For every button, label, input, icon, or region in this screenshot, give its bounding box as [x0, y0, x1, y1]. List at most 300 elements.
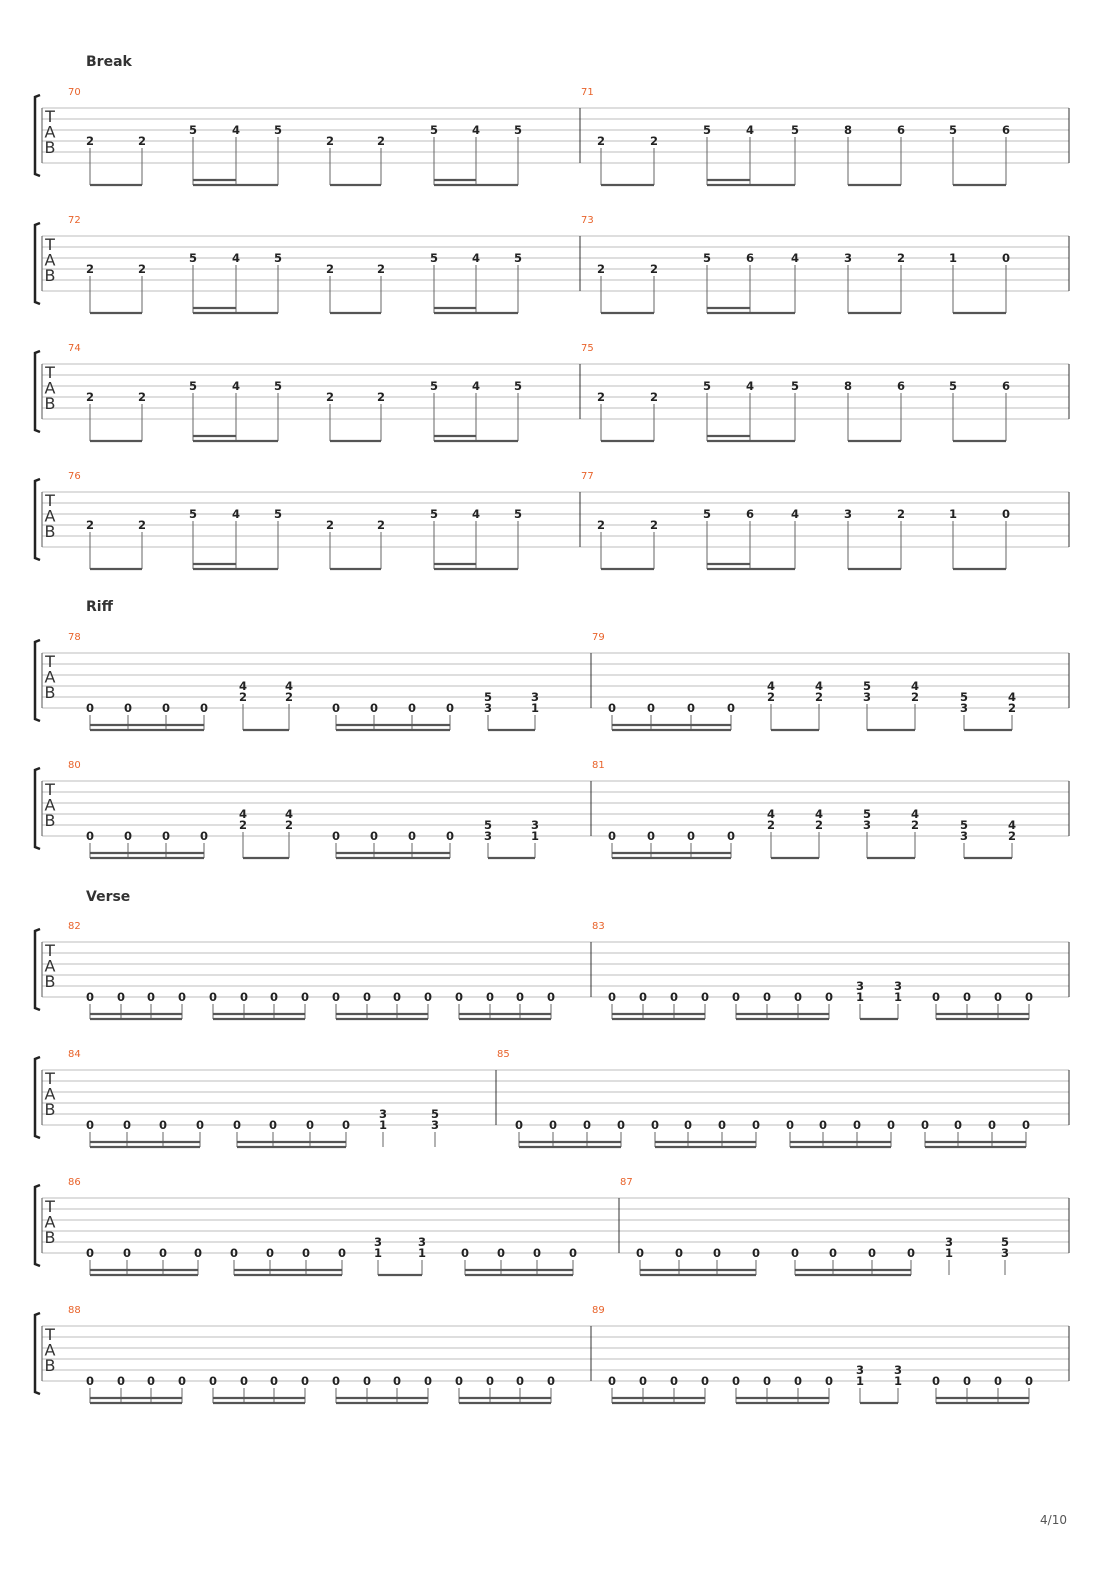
fret-number: 4	[238, 807, 248, 821]
fret-number: 0	[1024, 1374, 1034, 1388]
tab-clef-letter: B	[44, 138, 56, 157]
tab-clef-letter: T	[45, 652, 55, 671]
fret-number: 2	[284, 690, 294, 704]
fret-number: 0	[454, 1374, 464, 1388]
fret-number: 2	[137, 134, 147, 148]
fret-number: 2	[766, 690, 776, 704]
fret-number: 0	[646, 829, 656, 843]
tab-clef-letter: A	[44, 1212, 56, 1232]
fret-number: 1	[530, 829, 540, 843]
fret-number: 5	[430, 1107, 440, 1121]
fret-number: 1	[893, 990, 903, 1004]
tab-clef-letter: A	[44, 122, 56, 142]
fret-number: 4	[471, 379, 481, 393]
fret-number: 4	[231, 507, 241, 521]
fret-number: 0	[269, 1374, 279, 1388]
tab-clef-letter: A	[44, 1084, 56, 1104]
fret-number: 1	[855, 990, 865, 1004]
fret-number: 0	[548, 1118, 558, 1132]
fret-number: 4	[814, 679, 824, 693]
fret-number: 2	[85, 390, 95, 404]
measure-number: 72	[68, 215, 81, 226]
fret-number: 5	[862, 807, 872, 821]
tab-clef-letter: B	[44, 1100, 56, 1119]
fret-number: 0	[700, 1374, 710, 1388]
fret-number: 0	[638, 990, 648, 1004]
fret-number: 0	[85, 1118, 95, 1132]
fret-number: 5	[790, 123, 800, 137]
fret-number: 5	[513, 379, 523, 393]
fret-number: 4	[790, 251, 800, 265]
fret-number: 0	[85, 1246, 95, 1260]
fret-number: 0	[301, 1246, 311, 1260]
fret-number: 1	[417, 1246, 427, 1260]
fret-number: 0	[269, 990, 279, 1004]
tab-clef-letter: B	[44, 1228, 56, 1247]
fret-number: 1	[944, 1246, 954, 1260]
fret-number: 4	[1007, 818, 1017, 832]
fret-number: 2	[325, 518, 335, 532]
fret-number: 0	[423, 990, 433, 1004]
fret-number: 0	[362, 1374, 372, 1388]
fret-number: 3	[862, 818, 872, 832]
fret-number: 0	[607, 1374, 617, 1388]
fret-number: 0	[931, 990, 941, 1004]
fret-number: 0	[790, 1246, 800, 1260]
fret-number: 2	[814, 818, 824, 832]
fret-number: 0	[546, 990, 556, 1004]
fret-number: 3	[855, 979, 865, 993]
fret-number: 0	[638, 1374, 648, 1388]
fret-number: 3	[893, 979, 903, 993]
tab-clef-letter: T	[45, 491, 55, 510]
section-label: Verse	[86, 889, 131, 905]
fret-number: 0	[369, 829, 379, 843]
fret-number: 5	[513, 123, 523, 137]
fret-number: 0	[177, 990, 187, 1004]
measure-number: 88	[68, 1305, 81, 1316]
fret-number: 0	[993, 990, 1003, 1004]
fret-number: 3	[959, 701, 969, 715]
fret-number: 0	[1001, 251, 1011, 265]
system-bracket	[35, 1057, 40, 1138]
fret-number: 4	[814, 807, 824, 821]
fret-number: 0	[305, 1118, 315, 1132]
fret-number: 0	[392, 1374, 402, 1388]
fret-number: 2	[325, 390, 335, 404]
fret-number: 0	[122, 1246, 132, 1260]
fret-number: 1	[530, 701, 540, 715]
fret-number: 4	[238, 679, 248, 693]
fret-number: 0	[122, 1118, 132, 1132]
fret-number: 0	[669, 1374, 679, 1388]
fret-number: 2	[910, 818, 920, 832]
fret-number: 0	[199, 701, 209, 715]
fret-number: 0	[362, 990, 372, 1004]
fret-number: 0	[1001, 507, 1011, 521]
fret-number: 5	[702, 379, 712, 393]
fret-number: 0	[568, 1246, 578, 1260]
fret-number: 4	[766, 807, 776, 821]
fret-number: 0	[229, 1246, 239, 1260]
measure-number: 77	[581, 471, 594, 482]
tab-clef-letter: B	[44, 972, 56, 991]
fret-number: 0	[920, 1118, 930, 1132]
fret-number: 0	[987, 1118, 997, 1132]
fret-number: 0	[818, 1118, 828, 1132]
fret-number: 1	[855, 1374, 865, 1388]
fret-number: 3	[373, 1235, 383, 1249]
fret-number: 0	[265, 1246, 275, 1260]
fret-number: 2	[85, 262, 95, 276]
fret-number: 4	[231, 251, 241, 265]
fret-number: 2	[649, 390, 659, 404]
fret-number: 4	[910, 807, 920, 821]
fret-number: 5	[429, 123, 439, 137]
fret-number: 4	[471, 123, 481, 137]
fret-number: 3	[843, 251, 853, 265]
fret-number: 2	[1007, 701, 1017, 715]
fret-number: 0	[85, 829, 95, 843]
system-bracket	[35, 351, 40, 432]
fret-number: 2	[376, 262, 386, 276]
fret-number: 4	[1007, 690, 1017, 704]
tab-clef-letter: T	[45, 235, 55, 254]
measure-number: 78	[68, 632, 81, 643]
fret-number: 0	[646, 701, 656, 715]
fret-number: 0	[532, 1246, 542, 1260]
fret-number: 0	[116, 990, 126, 1004]
fret-number: 0	[337, 1246, 347, 1260]
fret-number: 1	[378, 1118, 388, 1132]
fret-number: 0	[195, 1118, 205, 1132]
fret-number: 3	[944, 1235, 954, 1249]
fret-number: 2	[649, 134, 659, 148]
fret-number: 5	[188, 507, 198, 521]
measure-number: 81	[592, 760, 605, 771]
measure-number: 82	[68, 921, 81, 932]
fret-number: 4	[910, 679, 920, 693]
fret-number: 0	[341, 1118, 351, 1132]
fret-number: 0	[867, 1246, 877, 1260]
fret-number: 2	[325, 134, 335, 148]
tab-clef-letter: A	[44, 956, 56, 976]
tab-clef-letter: A	[44, 506, 56, 526]
fret-number: 4	[471, 251, 481, 265]
system-bracket	[35, 640, 40, 721]
fret-number: 6	[745, 507, 755, 521]
tab-clef-letter: B	[44, 266, 56, 285]
measure-number: 74	[68, 343, 81, 354]
fret-number: 0	[762, 1374, 772, 1388]
fret-number: 3	[862, 690, 872, 704]
fret-number: 5	[273, 507, 283, 521]
fret-number: 0	[962, 990, 972, 1004]
measure-number: 86	[68, 1177, 81, 1188]
tab-clef-letter: B	[44, 1356, 56, 1375]
fret-number: 0	[423, 1374, 433, 1388]
fret-number: 0	[199, 829, 209, 843]
tab-clef-letter: B	[44, 811, 56, 830]
fret-number: 0	[546, 1374, 556, 1388]
fret-number: 0	[268, 1118, 278, 1132]
tab-clef-letter: T	[45, 107, 55, 126]
page-number: 4/10	[1040, 1513, 1067, 1527]
fret-number: 2	[85, 134, 95, 148]
fret-number: 0	[785, 1118, 795, 1132]
tab-clef-letter: A	[44, 378, 56, 398]
tab-clef-letter: T	[45, 1197, 55, 1216]
fret-number: 5	[959, 690, 969, 704]
fret-number: 1	[948, 507, 958, 521]
fret-number: 0	[700, 990, 710, 1004]
fret-number: 0	[300, 1374, 310, 1388]
fret-number: 3	[855, 1363, 865, 1377]
measure-number: 76	[68, 471, 81, 482]
fret-number: 3	[417, 1235, 427, 1249]
fret-number: 0	[407, 701, 417, 715]
fret-number: 0	[496, 1246, 506, 1260]
tab-clef-letter: T	[45, 1325, 55, 1344]
fret-number: 4	[231, 379, 241, 393]
fret-number: 6	[896, 379, 906, 393]
fret-number: 0	[158, 1118, 168, 1132]
fret-number: 1	[373, 1246, 383, 1260]
fret-number: 5	[483, 690, 493, 704]
fret-number: 2	[596, 134, 606, 148]
measure-number: 83	[592, 921, 605, 932]
fret-number: 0	[650, 1118, 660, 1132]
fret-number: 0	[239, 990, 249, 1004]
fret-number: 4	[284, 679, 294, 693]
fret-number: 0	[85, 990, 95, 1004]
fret-number: 0	[828, 1246, 838, 1260]
fret-number: 0	[726, 701, 736, 715]
fret-number: 5	[1000, 1235, 1010, 1249]
fret-number: 5	[702, 123, 712, 137]
fret-number: 0	[683, 1118, 693, 1132]
fret-number: 5	[483, 818, 493, 832]
fret-number: 4	[471, 507, 481, 521]
fret-number: 0	[906, 1246, 916, 1260]
fret-number: 5	[959, 818, 969, 832]
fret-number: 6	[1001, 379, 1011, 393]
fret-number: 5	[188, 379, 198, 393]
fret-number: 0	[674, 1246, 684, 1260]
measure-number: 79	[592, 632, 605, 643]
fret-number: 0	[85, 1374, 95, 1388]
fret-number: 0	[751, 1246, 761, 1260]
fret-number: 0	[161, 701, 171, 715]
fret-number: 0	[445, 829, 455, 843]
fret-number: 0	[793, 990, 803, 1004]
fret-number: 0	[331, 829, 341, 843]
fret-number: 2	[1007, 829, 1017, 843]
fret-number: 0	[793, 1374, 803, 1388]
system-bracket	[35, 95, 40, 176]
fret-number: 0	[616, 1118, 626, 1132]
fret-number: 0	[731, 990, 741, 1004]
fret-number: 0	[445, 701, 455, 715]
measure-number: 89	[592, 1305, 605, 1316]
measure-number: 84	[68, 1049, 81, 1060]
fret-number: 0	[1024, 990, 1034, 1004]
system-bracket	[35, 929, 40, 1010]
fret-number: 0	[953, 1118, 963, 1132]
system-bracket	[35, 1185, 40, 1266]
tab-clef-letter: T	[45, 363, 55, 382]
fret-number: 5	[790, 379, 800, 393]
tab-clef-letter: T	[45, 1069, 55, 1088]
fret-number: 2	[238, 818, 248, 832]
fret-number: 0	[300, 990, 310, 1004]
fret-number: 0	[686, 829, 696, 843]
system-bracket	[35, 223, 40, 304]
fret-number: 0	[369, 701, 379, 715]
system-bracket	[35, 479, 40, 560]
fret-number: 0	[123, 701, 133, 715]
fret-number: 0	[886, 1118, 896, 1132]
fret-number: 2	[376, 390, 386, 404]
fret-number: 3	[1000, 1246, 1010, 1260]
fret-number: 0	[514, 1118, 524, 1132]
fret-number: 0	[717, 1118, 727, 1132]
fret-number: 1	[893, 1374, 903, 1388]
tab-clef-letter: A	[44, 1340, 56, 1360]
fret-number: 5	[273, 379, 283, 393]
fret-number: 3	[378, 1107, 388, 1121]
fret-number: 0	[116, 1374, 126, 1388]
fret-number: 0	[726, 829, 736, 843]
fret-number: 0	[712, 1246, 722, 1260]
fret-number: 0	[824, 990, 834, 1004]
fret-number: 5	[702, 507, 712, 521]
fret-number: 0	[177, 1374, 187, 1388]
fret-number: 0	[762, 990, 772, 1004]
measure-number: 75	[581, 343, 594, 354]
fret-number: 4	[284, 807, 294, 821]
fret-number: 0	[208, 990, 218, 1004]
fret-number: 0	[232, 1118, 242, 1132]
fret-number: 3	[843, 507, 853, 521]
fret-number: 4	[231, 123, 241, 137]
fret-number: 0	[607, 829, 617, 843]
fret-number: 5	[429, 379, 439, 393]
fret-number: 2	[596, 262, 606, 276]
fret-number: 0	[146, 1374, 156, 1388]
fret-number: 0	[85, 701, 95, 715]
tab-clef-letter: A	[44, 250, 56, 270]
measure-number: 73	[581, 215, 594, 226]
fret-number: 3	[430, 1118, 440, 1132]
measure-number: 85	[497, 1049, 510, 1060]
tab-clef-letter: T	[45, 780, 55, 799]
fret-number: 0	[331, 701, 341, 715]
fret-number: 0	[193, 1246, 203, 1260]
fret-number: 0	[962, 1374, 972, 1388]
fret-number: 0	[751, 1118, 761, 1132]
measure-number: 71	[581, 87, 594, 98]
fret-number: 0	[582, 1118, 592, 1132]
fret-number: 3	[483, 829, 493, 843]
fret-number: 5	[948, 123, 958, 137]
fret-number: 0	[407, 829, 417, 843]
fret-number: 0	[146, 990, 156, 1004]
fret-number: 0	[161, 829, 171, 843]
fret-number: 2	[596, 518, 606, 532]
fret-number: 2	[649, 518, 659, 532]
fret-number: 6	[896, 123, 906, 137]
fret-number: 0	[331, 1374, 341, 1388]
fret-number: 0	[460, 1246, 470, 1260]
fret-number: 3	[530, 690, 540, 704]
fret-number: 5	[429, 507, 439, 521]
fret-number: 3	[959, 829, 969, 843]
fret-number: 5	[513, 251, 523, 265]
tab-clef-letter: A	[44, 667, 56, 687]
fret-number: 0	[824, 1374, 834, 1388]
fret-number: 0	[686, 701, 696, 715]
section-label: Break	[86, 54, 132, 70]
tab-clef-letter: B	[44, 522, 56, 541]
fret-number: 6	[1001, 123, 1011, 137]
fret-number: 2	[814, 690, 824, 704]
fret-number: 4	[745, 379, 755, 393]
measure-number: 80	[68, 760, 81, 771]
fret-number: 2	[910, 690, 920, 704]
fret-number: 0	[331, 990, 341, 1004]
fret-number: 2	[596, 390, 606, 404]
fret-number: 3	[530, 818, 540, 832]
fret-number: 0	[515, 990, 525, 1004]
measure-number: 70	[68, 87, 81, 98]
fret-number: 1	[948, 251, 958, 265]
fret-number: 2	[238, 690, 248, 704]
fret-number: 0	[158, 1246, 168, 1260]
fret-number: 2	[85, 518, 95, 532]
fret-number: 5	[273, 251, 283, 265]
fret-number: 0	[239, 1374, 249, 1388]
fret-number: 2	[896, 507, 906, 521]
fret-number: 0	[454, 990, 464, 1004]
system-bracket	[35, 1313, 40, 1394]
fret-number: 8	[843, 123, 853, 137]
fret-number: 2	[376, 518, 386, 532]
tab-clef-letter: T	[45, 941, 55, 960]
fret-number: 4	[790, 507, 800, 521]
fret-number: 0	[931, 1374, 941, 1388]
fret-number: 2	[137, 518, 147, 532]
fret-number: 0	[1021, 1118, 1031, 1132]
measure-number: 87	[620, 1177, 633, 1188]
fret-number: 2	[284, 818, 294, 832]
fret-number: 5	[513, 507, 523, 521]
fret-number: 2	[137, 262, 147, 276]
tab-clef-letter: A	[44, 795, 56, 815]
section-label: Riff	[86, 599, 113, 615]
fret-number: 0	[607, 701, 617, 715]
fret-number: 2	[325, 262, 335, 276]
fret-number: 5	[429, 251, 439, 265]
fret-number: 2	[766, 818, 776, 832]
fret-number: 5	[188, 251, 198, 265]
fret-number: 2	[896, 251, 906, 265]
fret-number: 2	[376, 134, 386, 148]
fret-number: 5	[862, 679, 872, 693]
fret-number: 6	[745, 251, 755, 265]
fret-number: 0	[485, 1374, 495, 1388]
fret-number: 3	[483, 701, 493, 715]
